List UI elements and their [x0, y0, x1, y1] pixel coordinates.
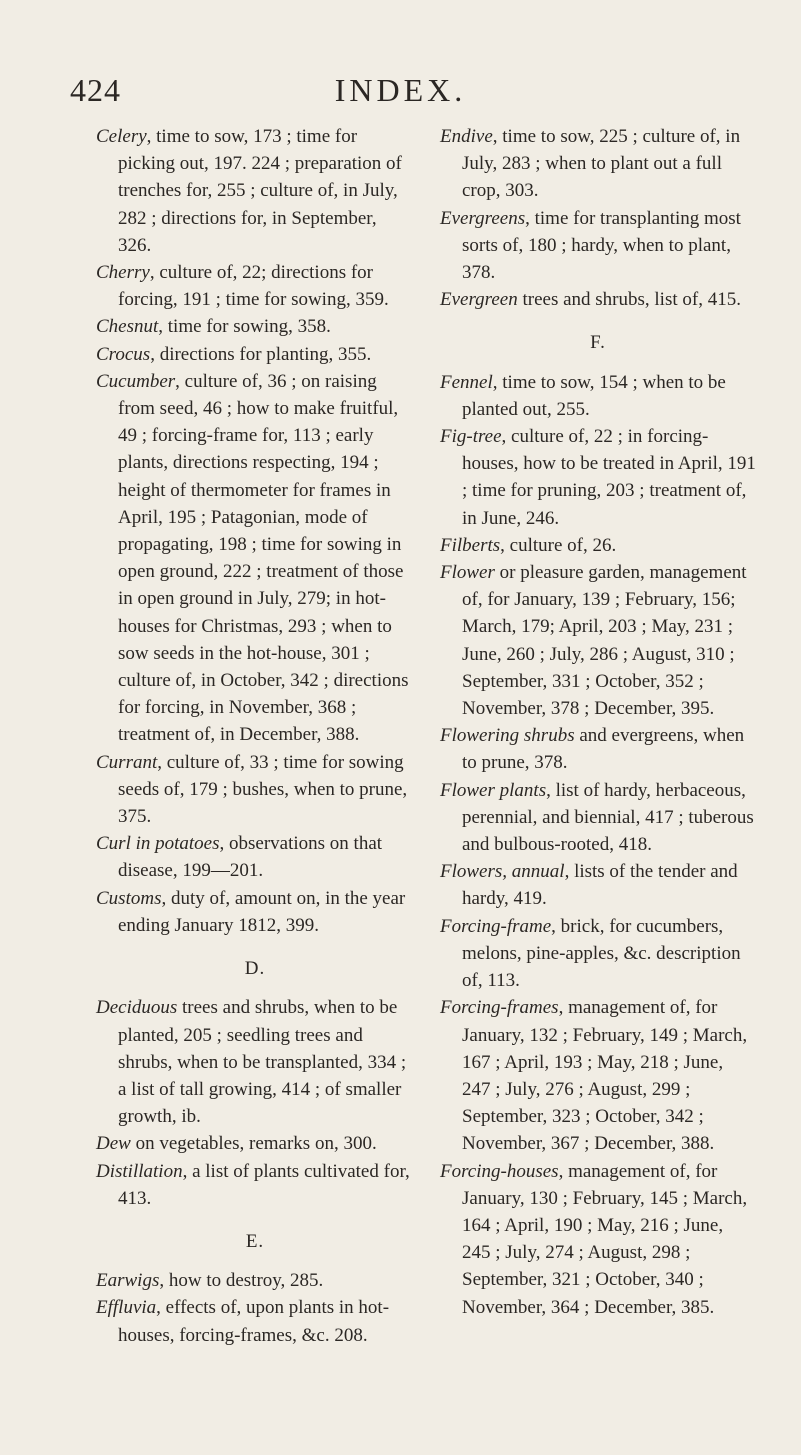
entry-text: , time for transplanting most sorts of, 180 ; hardy, when to plant, 378. — [462, 207, 741, 284]
entry-text: , culture of, 22 ; in forcing-houses, how to be treated in April, 191 ; time for pruning, 203 ; treatment of, in June, 246. — [462, 426, 756, 529]
index-entry — [440, 559, 756, 722]
entry-text: , observations on that disease, 199—201. — [118, 833, 383, 882]
entry-headword: Filberts — [440, 534, 501, 556]
entry-text: , culture of, 33 ; time for sowing seeds of, 179 ; bushes, when to prune, 375. — [118, 751, 408, 828]
entry-headword: Endive — [440, 126, 493, 147]
entry-headword: Celery — [96, 126, 147, 147]
index-entry — [440, 1158, 756, 1321]
entry-headword: Currant — [96, 751, 158, 773]
entry-text: , lists of the tender and hardy, 419. — [462, 861, 738, 910]
entry-text: , brick, for cucumbers, melons, pine-apples, &c. description of, 113. — [462, 915, 741, 992]
entry-text: , management of, for January, 132 ; February, 149 ; March, 167 ; April, 193 ; May, 218 ; June, 247 ; July, 276 ; August, 299 ; September, 323 ; October, 342 ; November, 367 ; December, 388. — [462, 997, 748, 1155]
entry-text: , how to destroy, 285. — [159, 1270, 324, 1292]
entry-text: trees and shrubs, list of, 415. — [517, 289, 741, 311]
entry-headword: Curl in potatoes — [96, 833, 220, 855]
entry-headword: Cucumber — [96, 370, 176, 392]
entry-text: on vegetables, remarks on, 300. — [130, 1133, 377, 1155]
entry-text: and evergreens, when to prune, 378. — [462, 725, 745, 774]
index-entry — [96, 368, 414, 749]
entry-headword: Earwigs — [96, 1270, 160, 1292]
index-entry — [440, 994, 756, 1157]
entry-text: , list of hardy, herbaceous, perennial, and biennial, 417 ; tuberous and bulbous-rooted, 418. — [462, 779, 754, 856]
index-entry — [96, 749, 414, 831]
index-column-right — [440, 123, 756, 1321]
index-entry — [440, 123, 756, 205]
entry-text: , culture of, 36 ; on raising from seed, 46 ; how to make fruitful, 49 ; forcing-frame for, 113 ; early plants, directions respecting, 194 ; height of thermometer for frames in April, 195 ; Patagonian, mode of propagating, 198 ; time for sowing in open ground, 222 ; treatment of those in open ground in July, 279; in hot-houses for Christmas, 293 ; when to sow seeds in the hot-house, 301 ; culture of, in October, 342 ; directions for forcing, in November, 368 ; treatment of, in December, 388. — [118, 370, 409, 746]
index-entry — [440, 858, 756, 912]
entry-headword: Cherry — [96, 262, 150, 284]
index-entry — [440, 286, 756, 313]
entry-text: , duty of, amount on, in the year ending January 1812, 399. — [118, 887, 406, 936]
index-entry — [96, 1294, 414, 1348]
entry-headword: Flowers, annual — [440, 861, 565, 883]
entry-text: , directions for planting, 355. — [150, 343, 372, 365]
entry-text: , time to sow, 225 ; culture of, in July, 283 ; when to plant out a full crop, 303. — [462, 126, 741, 202]
index-entry — [96, 259, 414, 313]
index-entry — [96, 1130, 414, 1157]
index-entry — [96, 341, 414, 368]
entry-headword: Flower — [440, 562, 495, 584]
entry-headword: Evergreens — [440, 207, 526, 229]
entry-headword: Forcing-frame — [440, 915, 552, 937]
entry-text: , effects of, upon plants in hot-houses, forcing-frames, &c. 208. — [118, 1297, 390, 1346]
entry-text: trees and shrubs, when to be planted, 205 ; seedling trees and shrubs, when to be transplanted, 334 ; a list of tall growing, 414 ; of smaller growth, ib. — [118, 997, 407, 1128]
index-column-left — [96, 123, 414, 1349]
entry-headword: Fig-tree — [440, 426, 502, 448]
index-entry — [440, 913, 756, 995]
entry-text: , time to sow, 154 ; when to be planted out, 255. — [462, 371, 726, 420]
index-entry — [96, 1267, 414, 1294]
entry-headword: Fennel — [440, 371, 493, 393]
index-entry — [96, 885, 414, 939]
entry-headword: Flower plants — [440, 779, 547, 801]
entry-text: , culture of, 22; directions for forcing, 191 ; time for sowing, 359. — [118, 262, 389, 311]
entry-headword: Distillation — [96, 1160, 183, 1182]
entry-text: , management of, for January, 130 ; February, 145 ; March, 164 ; April, 190 ; May, 216 ; June, 245 ; July, 274 ; August, 298 ; September, 321 ; October, 340 ; November, 364 ; December, 385. — [462, 1160, 748, 1318]
entry-text: , time to sow, 173 ; time for picking out, 197. 224 ; preparation of trenches for, 255 ; culture of, in July, 282 ; directions for, in September, 326. — [118, 126, 402, 256]
entry-headword: Effluvia — [96, 1297, 157, 1319]
page-header — [0, 72, 801, 112]
index-entry — [440, 423, 756, 532]
section-letter: E. — [245, 1230, 265, 1252]
index-entry — [440, 532, 756, 559]
index-entry — [440, 205, 756, 287]
index-entry — [96, 1158, 414, 1212]
index-entry — [440, 369, 756, 423]
entry-text: , a list of plants cultivated for, 413. — [118, 1160, 410, 1209]
index-entry — [96, 830, 414, 884]
section-letter: F. — [590, 332, 606, 354]
entry-headword: Dew — [96, 1133, 131, 1155]
entry-headword: Crocus — [96, 343, 151, 365]
page-title: INDEX. — [334, 72, 467, 108]
index-entry — [440, 777, 756, 859]
page-number: 424 — [70, 72, 121, 108]
entry-headword: Evergreen — [440, 289, 518, 311]
index-entry — [96, 313, 414, 340]
entry-headword: Forcing-houses — [440, 1160, 559, 1182]
section-letter: D. — [244, 958, 266, 980]
entry-headword: Flowering shrubs — [440, 725, 575, 747]
index-entry — [96, 123, 414, 259]
index-entry — [440, 722, 756, 776]
entry-headword: Customs — [96, 887, 162, 909]
entry-text: or pleasure garden, management of, for January, 139 ; February, 156; March, 179; April, 203 ; May, 231 ; June, 260 ; July, 286 ; August, 310 ; September, 331 ; October, 352 ; November, 378 ; December, 395. — [462, 562, 747, 720]
entry-headword: Chesnut — [96, 316, 159, 338]
entry-text: , time for sowing, 358. — [158, 316, 331, 338]
index-entry — [96, 994, 414, 1130]
entry-headword: Deciduous — [96, 997, 178, 1019]
entry-text: , culture of, 26. — [500, 534, 617, 556]
entry-headword: Forcing-frames — [440, 997, 559, 1019]
